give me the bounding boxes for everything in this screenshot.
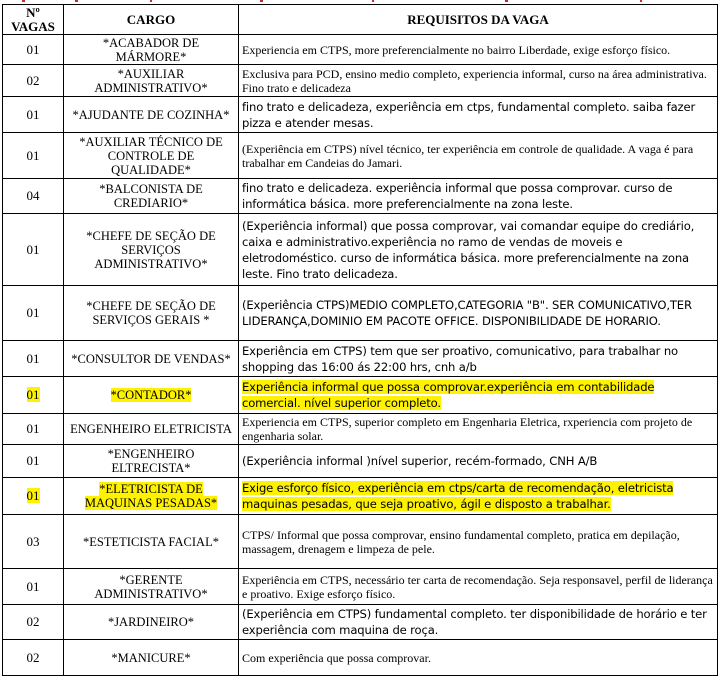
requisitos-cell: Experiencia em CTPS, more preferencialmente no bairro Liberdade, exige esforço físico. xyxy=(239,35,718,65)
table-row xyxy=(3,133,718,179)
table-row xyxy=(3,605,718,640)
requisitos-cell: (Experiência em CTPS) fundamental completo. ter disponibilidade de horário e ter experiência com maquina de roça. xyxy=(239,605,718,640)
table-row xyxy=(3,414,718,445)
vagas-cell: 02 xyxy=(3,640,64,676)
cargo-cell: *CONSULTOR DE VENDAS* xyxy=(64,341,239,377)
cargo-cell: *AUXILIAR ADMINISTRATIVO* xyxy=(64,65,239,97)
cargo-cell: *ESTETICISTA FACIAL* xyxy=(64,515,239,569)
vagas-cell: 04 xyxy=(3,179,64,214)
table-row xyxy=(3,35,718,65)
table-row xyxy=(3,97,718,133)
vagas-cell: 01 xyxy=(3,133,64,179)
vagas-cell: 01 xyxy=(3,35,64,65)
requisitos-cell: fino trato e delicadeza. experiência informal que possa comprovar. curso de informática básica. more preferencialmente na zona leste. xyxy=(239,179,718,214)
header-vagas: Nº VAGAS xyxy=(3,5,64,35)
vagas-cell: 01 xyxy=(3,97,64,133)
cargo-cell: *CHEFE DE SEÇÃO DE SERVIÇOS ADMINISTRATIVO* xyxy=(64,214,239,286)
requisitos-cell: Experiencia em CTPS, superior completo em Engenharia Eletrica, rxperiencia com projeto de engenharia solar. xyxy=(239,414,718,445)
table-row xyxy=(3,65,718,97)
highlighted-vagas: 01 xyxy=(26,488,40,503)
table-row xyxy=(3,569,718,605)
table-row xyxy=(3,640,718,676)
vagas-cell: 01 xyxy=(3,286,64,341)
table-row xyxy=(3,214,718,286)
cargo-cell: *BALCONISTA DE CREDIARIO* xyxy=(64,179,239,214)
header-cargo: CARGO xyxy=(64,5,239,35)
table-row xyxy=(3,515,718,569)
requisitos-cell: (Experiência em CTPS) nível técnico, ter experiência em controle de qualidade. A vaga é para trabalhar em Candeias do Jamari. xyxy=(239,133,718,179)
cargo-cell: *ENGENHEIRO ELTRECISTA* xyxy=(64,445,239,478)
header-row xyxy=(3,5,718,35)
requisitos-cell: Exclusiva para PCD, ensino medio completo, experiencia informal, curso na área administrativa. Fino trato e delicadeza xyxy=(239,65,718,97)
vagas-cell: 02 xyxy=(3,65,64,97)
vagas-cell: 01 xyxy=(3,445,64,478)
table-row xyxy=(3,286,718,341)
vagas-cell xyxy=(3,478,64,515)
vagas-cell: 02 xyxy=(3,605,64,640)
top-rule xyxy=(0,0,721,2)
requisitos-cell: CTPS/ Informal que possa comprovar, ensino fundamental completo, pratica em depilação, massagem, drenagem e limpeza de pele. xyxy=(239,515,718,569)
requisitos-cell: fino trato e delicadeza, experiência em ctps, fundamental completo. saiba fazer pizza e atender mesas. xyxy=(239,97,718,133)
requisitos-cell: Experiência em CTPS) tem que ser proativo, comunicativo, para trabalhar no shopping das 16:00 ás 22:00 hrs, cnh a/b xyxy=(239,341,718,377)
vagas-cell: 03 xyxy=(3,515,64,569)
table-row xyxy=(3,377,718,414)
job-vacancies-table xyxy=(2,4,718,676)
cargo-cell: *AUXILIAR TÉCNICO DE CONTROLE DE QUALIDADE* xyxy=(64,133,239,179)
cargo-cell xyxy=(64,478,239,515)
cargo-cell xyxy=(64,377,239,414)
requisitos-cell: (Experiência informal) que possa comprovar, vai comandar equipe do crediário, caixa e administrativo.experiência no ramo de vendas de moveis e eletrodoméstico. curso de informática básica. more preferencialmente na zona leste. Fino trato delicadeza. xyxy=(239,214,718,286)
table-row xyxy=(3,179,718,214)
cargo-cell: *GERENTE ADMINISTRATIVO* xyxy=(64,569,239,605)
requisitos-cell xyxy=(239,478,718,515)
requisitos-cell: Com experiência que possa comprovar. xyxy=(239,640,718,676)
cargo-cell: *ACABADOR DE MÁRMORE* xyxy=(64,35,239,65)
cargo-cell: *MANICURE* xyxy=(64,640,239,676)
requisitos-cell: (Experiência CTPS)MEDIO COMPLETO,CATEGORIA "B". SER COMUNICATIVO,TER LIDERANÇA,DOMINIO EM PACOTE OFFICE. DISPONIBILIDADE DE HORARIO. xyxy=(239,286,718,341)
highlighted-cargo: *ELETRICISTA DE MAQUINAS PESADAS* xyxy=(84,482,218,510)
cargo-cell: ENGENHEIRO ELETRICISTA xyxy=(64,414,239,445)
cargo-cell: *AJUDANTE DE COZINHA* xyxy=(64,97,239,133)
vagas-cell: 01 xyxy=(3,414,64,445)
highlighted-requisitos: Exige esforço físico, experiência em ctps/carta de recomendação, eletricista maquinas pesadas, que seja proativo, ágil e disposto a trabalhar. xyxy=(242,481,674,511)
vagas-cell: 01 xyxy=(3,214,64,286)
table-row xyxy=(3,478,718,515)
highlighted-requisitos: Experiência informal que possa comprovar.experiência em contabilidade comercial. nível superior completo. xyxy=(242,380,655,410)
table-row xyxy=(3,341,718,377)
requisitos-cell: (Experiência informal )nível superior, recém-formado, CNH A/B xyxy=(239,445,718,478)
vagas-cell: 01 xyxy=(3,569,64,605)
vagas-cell: 01 xyxy=(3,341,64,377)
vagas-cell xyxy=(3,377,64,414)
cargo-cell: *JARDINEIRO* xyxy=(64,605,239,640)
header-requisitos: REQUISITOS DA VAGA xyxy=(239,5,718,35)
cargo-cell: *CHEFE DE SEÇÃO DE SERVIÇOS GERAIS * xyxy=(64,286,239,341)
table-row xyxy=(3,445,718,478)
requisitos-cell: Experiência em CTPS, necessário ter carta de recomendação. Seja responsavel, perfil de liderança e proativo. Exige esforço físico. xyxy=(239,569,718,605)
requisitos-cell xyxy=(239,377,718,414)
highlighted-vagas: 01 xyxy=(26,387,40,402)
highlighted-cargo: *CONTADOR* xyxy=(110,388,192,402)
